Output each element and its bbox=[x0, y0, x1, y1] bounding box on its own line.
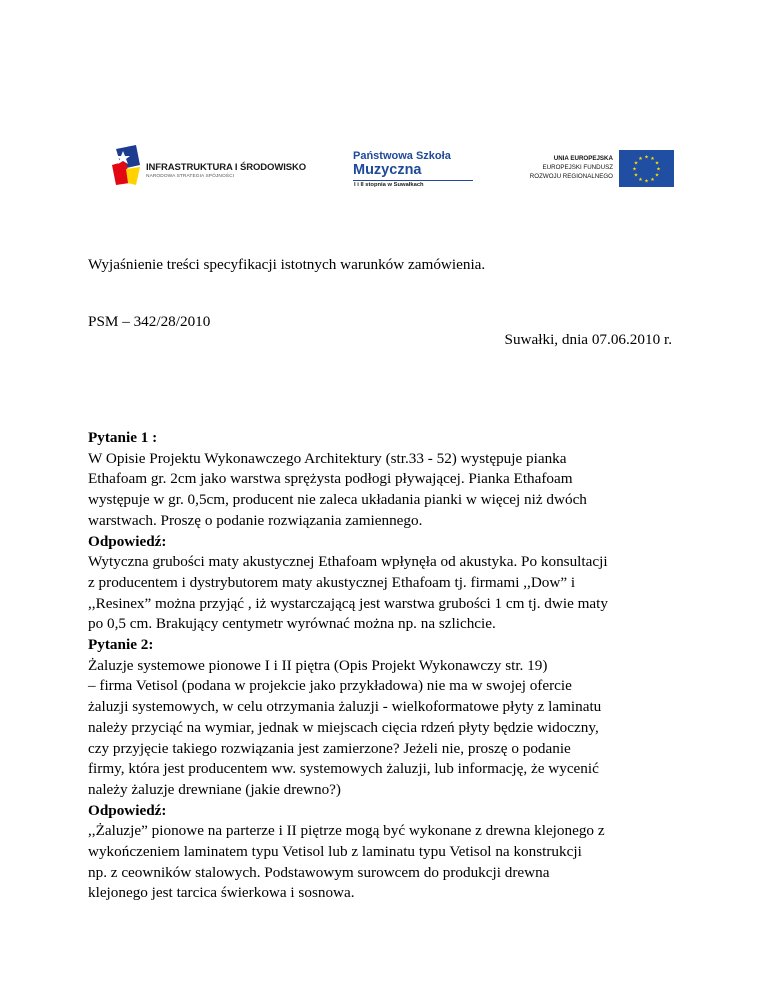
svg-text:★: ★ bbox=[656, 166, 661, 173]
school-logo bbox=[352, 150, 477, 190]
question-1-line: Ethafoam gr. 2cm jako warstwa sprężysta podłogi pływającej. Pianka Ethafoam bbox=[88, 470, 573, 488]
document-date: Suwałki, dnia 07.06.2010 r. bbox=[504, 331, 672, 348]
question-2-line: należy przyciąć na wymiar, jednak w miejscach cięcia rdzeń płyty będzie widoczny, bbox=[88, 718, 599, 736]
question-2-line: firmy, która jest producentem ww. systemowych żaluzji, lub informację, że wycenić bbox=[88, 760, 599, 778]
infrastruktura-logo bbox=[110, 143, 310, 189]
school-logo-divider bbox=[353, 180, 473, 181]
eu-logo-line2: EUROPEJSKI FUNDUSZ bbox=[542, 164, 613, 171]
answer-1-heading: Odpowiedź: bbox=[88, 532, 167, 550]
document-title: Wyjaśnienie treści specyfikacji istotnych warunków zamówienia. bbox=[88, 256, 486, 273]
answer-1-line: Wytyczna grubości maty akustycznej Ethafoam wpłynęła od akustyka. Po konsultacji bbox=[88, 553, 608, 571]
question-2-line: Żaluzje systemowe pionowe I i II piętra (Opis Projekt Wykonawczy str. 19) bbox=[88, 656, 548, 674]
question-2-heading: Pytanie 2: bbox=[88, 636, 154, 654]
question-1-line: występuje w gr. 0,5cm, producent nie zaleca układania pianki w więcej niż dwóch bbox=[88, 491, 587, 509]
eu-logo bbox=[515, 150, 665, 190]
svg-text:★: ★ bbox=[638, 177, 643, 183]
school-logo-line3: I i II stopnia w Suwałkach bbox=[354, 182, 424, 188]
svg-text:★: ★ bbox=[632, 166, 637, 173]
answer-2-line: np. z ceowników stalowych. Podstawowym surowcem do produkcji drewna bbox=[88, 863, 550, 881]
infrastruktura-subtitle: NARODOWA STRATEGIA SPÓJNOŚCI bbox=[146, 174, 235, 179]
eu-flag-icon bbox=[619, 150, 674, 187]
question-1-line: warstwach. Proszę o podanie rozwiązania zamiennego. bbox=[88, 511, 423, 529]
eu-logo-line1: UNIA EUROPEJSKA bbox=[553, 155, 613, 162]
document-body bbox=[88, 428, 688, 904]
document-reference: PSM – 342/28/2010 bbox=[88, 313, 211, 330]
infrastruktura-emblem-icon bbox=[110, 143, 144, 187]
answer-1-line: ,,Resinex” można przyjąć , iż wystarczającą jest warstwa grubości 1 cm tj. dwie maty bbox=[88, 594, 608, 612]
question-2-line: – firma Vetisol (podana w projekcie jako przykładowa) nie ma w swojej ofercie bbox=[88, 677, 572, 695]
question-1-heading: Pytanie 1 : bbox=[88, 429, 158, 446]
question-2-line: czy przyjęcie takiego rozwiązania jest zamierzone? Jeżeli nie, proszę o podanie bbox=[88, 739, 571, 757]
eu-logo-text bbox=[517, 154, 613, 181]
svg-text:★: ★ bbox=[638, 156, 643, 162]
school-logo-line2: Muzyczna bbox=[353, 162, 422, 178]
answer-2-line: klejonego jest tarcica świerkowa i sosnowa. bbox=[88, 884, 355, 902]
question-1-line: W Opisie Projektu Wykonawczego Architektury (str.33 - 52) występuje pianka bbox=[88, 449, 567, 467]
svg-text:★: ★ bbox=[650, 177, 655, 183]
question-2-line: należy żaluzje drewniane (jakie drewno?) bbox=[88, 780, 341, 798]
answer-1-line: po 0,5 cm. Brakujący centymetr wyrównać można np. na szlichcie. bbox=[88, 615, 496, 633]
school-logo-line1: Państwowa Szkoła bbox=[353, 150, 451, 162]
svg-text:★: ★ bbox=[633, 172, 639, 179]
answer-1-line: z producentem i dystrybutorem maty akustycznej Ethafoam tj. firmami ,,Dow” i bbox=[88, 573, 576, 591]
answer-2-heading: Odpowiedź: bbox=[88, 801, 167, 819]
infrastruktura-title: INFRASTRUKTURA I ŚRODOWISKO bbox=[146, 162, 307, 173]
svg-text:★: ★ bbox=[644, 178, 649, 185]
answer-2-line: ,,Żaluzje” pionowe na parterze i II piętrze mogą być wykonane z drewna klejonego z bbox=[88, 822, 605, 840]
svg-text:★: ★ bbox=[644, 154, 649, 161]
svg-text:★: ★ bbox=[654, 172, 660, 179]
eu-logo-line3: ROZWOJU REGIONALNEGO bbox=[529, 173, 613, 180]
answer-2-line: wykończeniem laminatem typu Vetisol lub z laminatu typu Vetisol na konstrukcji bbox=[88, 843, 582, 861]
header-logos bbox=[0, 0, 768, 200]
question-2-line: żaluzji systemowych, w celu otrzymania żaluzji - wielkoformatowe płyty z laminatu bbox=[88, 698, 602, 716]
svg-text:★: ★ bbox=[633, 160, 639, 167]
svg-text:★: ★ bbox=[654, 160, 660, 167]
svg-text:★: ★ bbox=[650, 156, 655, 162]
